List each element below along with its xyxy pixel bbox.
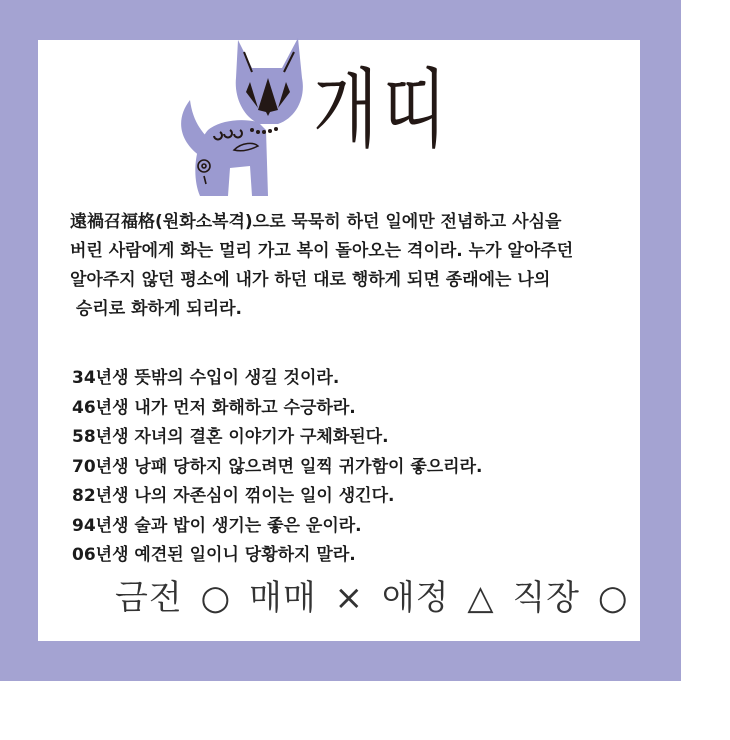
summary-mark-money: ○ — [200, 578, 232, 618]
summary-mark-love: △ — [467, 578, 495, 618]
list-item: 46년생 내가 먼저 화해하고 수긍하라. — [72, 397, 356, 418]
description-line: 버린 사람에게 화는 멀리 가고 복이 돌아오는 격이라. 누가 알아주던 — [70, 241, 574, 261]
summary-rating-row — [115, 574, 635, 622]
list-item: 34년생 뜻밖의 수입이 생길 것이라. — [72, 368, 340, 388]
description-line: 알아주지 않던 평소에 내가 하던 대로 행하게 되면 종래에는 나의 — [70, 270, 551, 290]
year-fortune-list — [72, 364, 483, 571]
list-item: 58년생 자녀의 결혼 이야기가 구체화된다. — [72, 427, 389, 447]
summary-label-trade: 매매 — [249, 578, 317, 618]
list-item: 82년생 나의 자존심이 꺾이는 일이 생긴다. — [72, 486, 395, 506]
page-title: 개띠 — [313, 60, 452, 160]
summary-mark-job: ○ — [597, 578, 629, 618]
summary-mark-trade: × — [334, 578, 365, 618]
list-item: 70년생 낭패 당하지 않으려면 일찍 귀가함이 좋으리라. — [72, 456, 483, 477]
list-item: 06년생 예견된 일이니 당황하지 말라. — [72, 545, 356, 565]
dog-icon — [170, 38, 320, 200]
summary-label-money: 금전 — [115, 578, 183, 618]
summary-label-job: 직장 — [512, 578, 581, 618]
list-item: 94년생 술과 밥이 생기는 좋은 운이라. — [72, 515, 362, 536]
description-line: 遠禍召福格(원화소복격)으로 묵묵히 하던 일에만 전념하고 사심을 — [70, 212, 562, 232]
description-paragraph — [70, 208, 630, 324]
summary-label-love: 애정 — [381, 578, 450, 618]
description-line: 승리로 화하게 되리라. — [70, 299, 243, 319]
